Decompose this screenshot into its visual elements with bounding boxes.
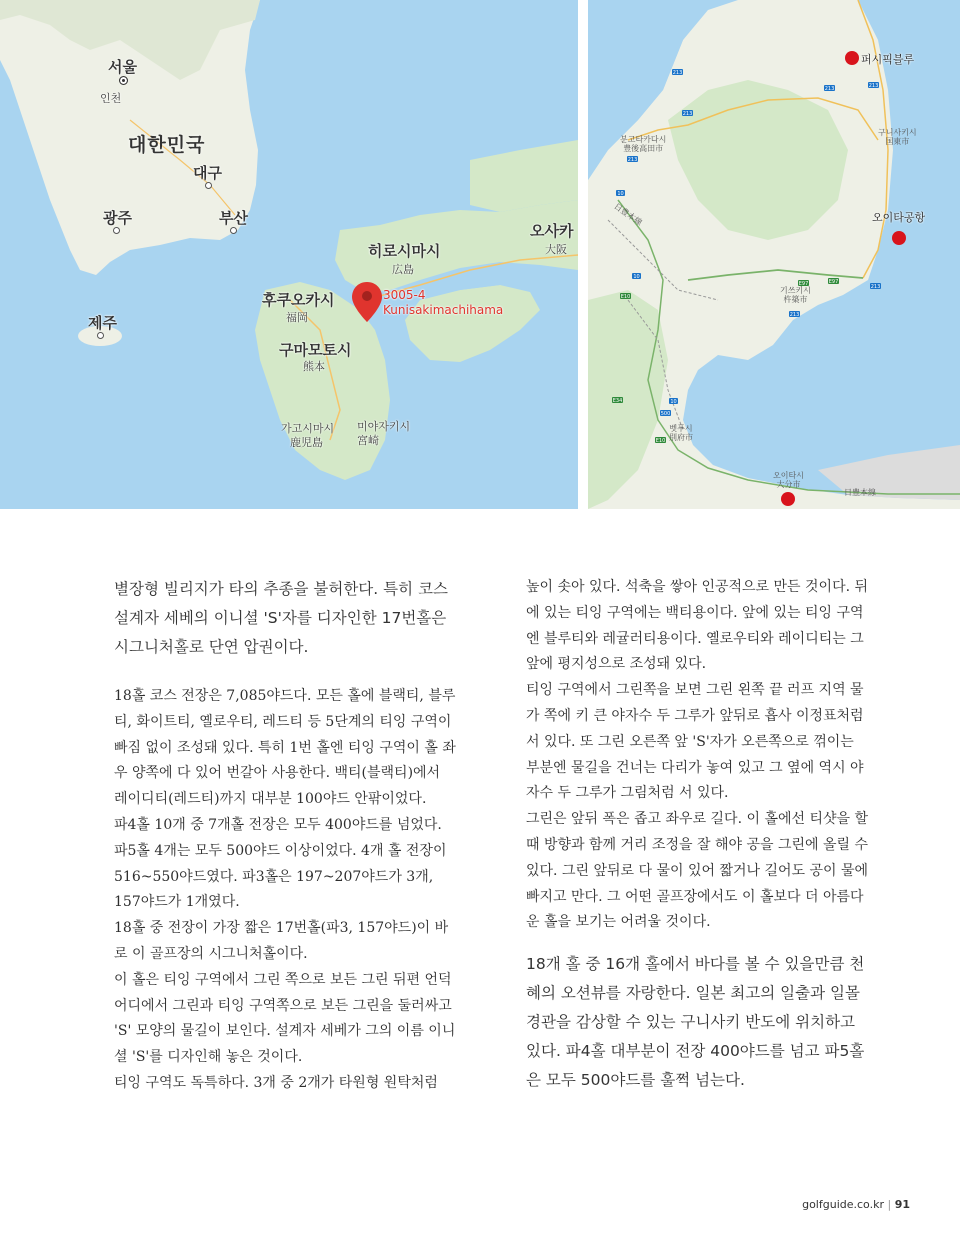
page-number: 91 — [894, 1198, 910, 1211]
road-shield-label: E97 — [798, 281, 809, 287]
road-shield-label: 10 — [617, 191, 624, 197]
map-label-seoul: 서울 — [108, 58, 137, 76]
footer-site: golfguide.co.kr — [802, 1198, 884, 1211]
peninsula-map-graphic — [588, 0, 960, 509]
kitsuki-ko: 기쓰키시 — [780, 286, 811, 295]
peninsula-map[interactable] — [588, 0, 960, 509]
paragraph-green: 그린은 앞뒤 폭은 좁고 좌우로 길다. 이 홀에선 티샷을 할 때 방향과 함께 거리 조정을 잘 해야 공을 그린에 올릴 수 있다. 그린 앞뒤로 다 물이 있어 짧거나 길어도 공이 물에 빠지고 만다. 그 어떤 골프장에서도 이 홀보다 더 아름다운 홀을 보기는 어려울 것이다. — [526, 811, 869, 931]
article-left-column — [114, 575, 458, 1097]
beppu-ko: 벳푸시 — [669, 424, 693, 433]
map-label-fukuoka: 후쿠오카시 — [262, 291, 335, 309]
marker-label-pacific-blue: 퍼시픽블루 — [861, 53, 915, 66]
map-label-osaka-jp: 大阪 — [545, 243, 567, 256]
road-shield-label: E10 — [655, 438, 666, 444]
paragraph-course-length: 18홀 코스 전장은 7,085야드다. 모든 홀에 블랙티, 블루티, 화이트티, 옐로우티, 레드티 등 5단계의 티잉 구역이 빠짐 없이 조성돼 있다. 특히 1번 홀엔 티잉 구역이 홀 좌우 양쪽에 다 있어 번갈아 사용한다. 백티(블랙티)에서 레이디티(레드티)까지 대부분 100야드 안팎이었다. — [114, 688, 456, 808]
map-label-daegu: 대구 — [193, 164, 222, 182]
daegu-dot-icon — [205, 182, 212, 189]
road-shield-label: 10 — [670, 399, 677, 405]
map-label-hiroshima: 히로시마시 — [368, 242, 441, 260]
paragraph-palm-trees: 티잉 구역에서 그린쪽을 보면 그린 왼쪽 끝 러프 지역 물가 쪽에 키 큰 야자수 두 그루가 앞뒤로 흡사 이정표처럼 서 있다. 또 그린 오른쪽 앞 'S'자가 오른쪽으로 꺾이는 부분엔 물길을 건너는 다리가 놓여 있고 그 옆에 역시 야자수 두 그루가 그림처럼 서 있다. — [526, 682, 864, 802]
map-label-miyazaki-jp: 宮崎 — [357, 434, 379, 447]
map-label-kagoshima-jp: 鹿児島 — [290, 436, 323, 449]
road-shield-label: 213 — [868, 83, 879, 89]
map-label-beppu — [669, 424, 693, 442]
map-label-kagoshima: 가고시마시 — [281, 422, 335, 435]
kunisaki-ko: 구니사키시 — [878, 128, 917, 137]
bungotakada-ko: 분고타카다시 — [620, 135, 667, 144]
road-shield-label: E97 — [828, 279, 839, 285]
oita-airport-marker-icon[interactable] — [892, 231, 906, 245]
pacific-blue-marker-icon[interactable] — [845, 51, 859, 65]
map-label-bungotakada — [620, 135, 666, 153]
article-right-column — [526, 575, 870, 1095]
map-label-fukuoka-jp: 福岡 — [286, 311, 308, 324]
busan-dot-icon — [230, 227, 237, 234]
map-label-kitsuki — [780, 286, 811, 304]
map-label-osaka: 오사카 — [530, 222, 574, 240]
road-shield-label: 213 — [627, 157, 638, 163]
road-shield-label: 213 — [824, 86, 835, 92]
map-label-oita — [773, 471, 804, 489]
beppu-jp: 別府市 — [669, 433, 693, 442]
map-label-busan: 부산 — [219, 209, 248, 227]
road-shield-label: 213 — [870, 284, 881, 290]
road-shield-label: E10 — [620, 294, 631, 300]
map-label-kumamoto: 구마모토시 — [279, 341, 352, 359]
map-label-jeju: 제주 — [88, 314, 117, 332]
map-label-korea: 대한민국 — [128, 134, 206, 156]
kunisaki-jp: 国東市 — [885, 137, 910, 146]
kitsuki-jp: 杵築市 — [783, 295, 808, 304]
paragraph-teeing-area: 티잉 구역도 독특하다. 3개 중 2개가 타원형 원탁처럼 — [114, 1074, 438, 1091]
gwangju-dot-icon — [113, 227, 120, 234]
road-shield-label: 213 — [682, 111, 693, 117]
pin-address-label — [383, 288, 503, 318]
seoul-dot-icon — [119, 76, 128, 85]
paragraph-ocean-view: 18개 홀 중 16개 홀에서 바다를 볼 수 있을만큼 천혜의 오션뷰를 자랑한다. 일본 최고의 일출과 일몰 경관을 감상할 수 있는 구니사키 반도에 위치하고 있다. 파4홀 대부분이 전장 400야드를 넘고 파5홀은 모두 500야드를 훌쩍 넘는다. — [526, 955, 865, 1090]
map-label-hiroshima-jp: 広島 — [392, 263, 414, 276]
road-shield-label: E34 — [612, 398, 623, 404]
map-label-miyazaki: 미야자키시 — [357, 420, 411, 433]
map-label-kumamoto-jp: 熊本 — [303, 360, 325, 373]
oita-jp: 大分市 — [776, 480, 801, 489]
map-label-nippo-line-1: 日豊本線 — [612, 201, 644, 228]
map-label-kunisaki — [878, 128, 917, 146]
paragraph-teeing-raised: 높이 솟아 있다. 석축을 쌓아 인공적으로 만든 것이다. 뒤에 있는 티잉 구역에는 백티용이다. 앞에 있는 티잉 구역엔 블루티와 레귤러티용이다. 옐로우티와 레이디티는 그 앞에 평지성으로 조성돼 있다. — [526, 579, 869, 673]
map-label-nippo-line-2: 日豊本線 — [844, 488, 876, 497]
road-shield-label: 213 — [672, 70, 683, 76]
road-shield-label: 500 — [660, 411, 671, 417]
paragraph-signature-hole: 18홀 중 전장이 가장 짧은 17번홀(파3, 157야드)이 바로 이 골프장의 시그니처홀이다. — [114, 920, 449, 962]
road-shield-label: 213 — [789, 312, 800, 318]
paragraph-s-waterway: 이 홀은 티잉 구역에서 그린 쪽으로 보든 그린 뒤편 언덕 어디에서 그린과 티잉 구역쪽으로 보든 그린을 둘러싸고 'S' 모양의 물길이 보인다. 설계자 세베가 그의 이름 이니셜 'S'를 디자인해 놓은 것이다. — [114, 971, 456, 1066]
map-label-incheon: 인천 — [100, 92, 122, 105]
regional-map[interactable] — [0, 0, 578, 509]
road-shield-label: 10 — [633, 274, 640, 280]
paragraph-intro: 별장형 빌리지가 타의 추종을 불허한다. 특히 코스 설계자 세베의 이니셜 'S'자를 디자인한 17번홀은 시그니처홀로 단연 압권이다. — [114, 580, 448, 656]
bungotakada-jp: 豊後高田市 — [623, 144, 664, 153]
map-label-gwangju: 광주 — [103, 209, 132, 227]
map-divider — [578, 0, 588, 509]
paragraph-par-holes: 파4홀 10개 중 7개홀 전장은 모두 400야드를 넘었다. 파5홀 4개는 모두 500야드 이상이었다. 4개 홀 전장이 516~550야드였다. 파3홀은 197~207야드가 3개, 157야드가 1개였다. — [114, 816, 447, 911]
pin-address-line1: 3005-4 — [383, 288, 426, 302]
page-footer — [802, 1198, 910, 1211]
oita-ko: 오이타시 — [773, 471, 804, 480]
jeju-dot-icon — [97, 332, 104, 339]
marker-label-oita-airport: 오이타공항 — [872, 211, 926, 224]
pin-address-line2: Kunisakimachihama — [383, 303, 504, 317]
oita-city-marker-icon[interactable] — [781, 492, 795, 506]
footer-separator: | — [887, 1198, 892, 1211]
